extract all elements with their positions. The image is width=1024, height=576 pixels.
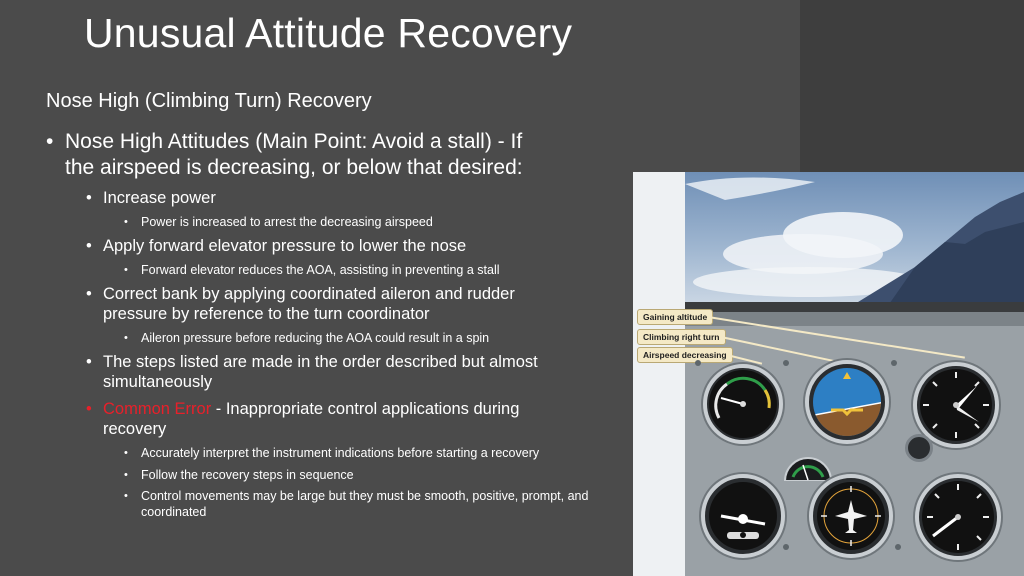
panel-screw <box>783 544 789 550</box>
step-subitem <box>124 262 624 278</box>
step-item <box>86 188 576 208</box>
bullet-icon: • <box>124 332 128 344</box>
glareshield <box>685 302 1024 312</box>
cockpit-illustration <box>633 172 1024 576</box>
panel-screw <box>695 360 701 366</box>
step-item <box>86 284 556 324</box>
main-point-line1: Nose High Attitudes (Main Point: Avoid a stall) - If <box>65 130 523 153</box>
common-error-subtext: Control movements may be large but they must be smooth, positive, prompt, and coordinated <box>141 489 589 519</box>
panel-screw <box>895 544 901 550</box>
step-subitem <box>124 214 624 230</box>
callout-airspeed-decreasing: Airspeed decreasing <box>637 347 733 363</box>
bullet-icon: • <box>124 264 128 276</box>
main-point-line2: the airspeed is decreasing, or below that desired: <box>65 156 523 179</box>
step-subtext: Aileron pressure before reducing the AOA could result in a spin <box>141 331 490 345</box>
step-text: Apply forward elevator pressure to lower the nose <box>103 237 467 255</box>
bullet-icon: • <box>46 130 54 153</box>
bullet-icon: • <box>124 469 128 481</box>
common-error-subitem <box>124 467 624 483</box>
step-text: The steps listed are made in the order described but almost simultaneously <box>103 353 538 391</box>
bullet-icon: • <box>86 353 92 371</box>
callout-gaining-altitude: Gaining altitude <box>637 309 713 325</box>
turn-coordinator <box>701 474 785 558</box>
vertical-speed-indicator <box>915 474 1001 560</box>
common-error-subitem <box>124 488 614 520</box>
step-text: Correct bank by applying coordinated aileron and rudder pressure by reference to the turn coordinator <box>103 285 515 323</box>
bullet-icon: • <box>124 447 128 459</box>
attitude-indicator <box>805 360 889 444</box>
common-error-label: Common Error <box>103 400 212 418</box>
common-error-subtext: Follow the recovery steps in sequence <box>141 468 354 482</box>
panel-screw <box>891 360 897 366</box>
common-error-item <box>86 399 566 439</box>
panel-top-strip <box>685 312 1024 326</box>
bullet-icon: • <box>124 216 128 228</box>
bullet-icon: • <box>86 189 92 207</box>
step-subitem <box>124 330 624 346</box>
heading-indicator <box>809 474 893 558</box>
altimeter-knob <box>905 434 933 462</box>
panel-screw <box>783 360 789 366</box>
step-subtext: Power is increased to arrest the decreasing airspeed <box>141 215 433 229</box>
slide-title: Unusual Attitude Recovery <box>84 10 573 56</box>
slide-subtitle: Nose High (Climbing Turn) Recovery <box>46 90 372 112</box>
airspeed-indicator <box>703 364 783 444</box>
bullet-icon: • <box>86 285 92 303</box>
bullet-icon: • <box>86 237 92 255</box>
callout-climbing-right-turn: Climbing right turn <box>637 329 726 345</box>
main-point-bullet <box>46 129 606 181</box>
common-error-text: - Inappropriate control applications during recovery <box>103 400 520 438</box>
step-item <box>86 236 576 256</box>
step-subtext: Forward elevator reduces the AOA, assisting in preventing a stall <box>141 263 500 277</box>
common-error-subtext: Accurately interpret the instrument indications before starting a recovery <box>141 446 540 460</box>
common-error-subitem <box>124 445 624 461</box>
step-item <box>86 352 586 392</box>
mountain-graphic <box>685 172 1024 310</box>
step-text: Increase power <box>103 189 216 207</box>
bullet-icon: • <box>86 400 92 418</box>
bullet-icon: • <box>124 490 128 502</box>
